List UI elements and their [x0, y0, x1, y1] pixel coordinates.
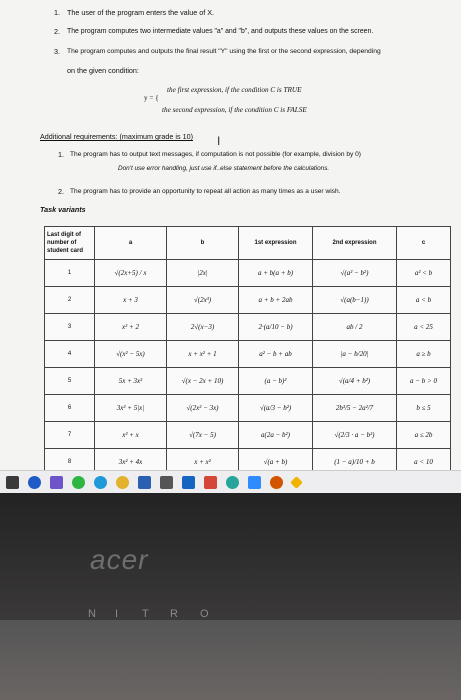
req1-note: Don't use error handling, just use if..else statement before the calculations.: [118, 165, 330, 172]
table-row: [45, 368, 451, 395]
table-cell: 7: [45, 422, 95, 449]
table-cell: a < 10: [397, 449, 451, 476]
table-cell: a ≥ b: [397, 341, 451, 368]
table-cell: 3x² + 4x: [95, 449, 167, 476]
table-cell: √(x − 2x + 10): [167, 368, 239, 395]
table-cell: 2√(x−3): [167, 314, 239, 341]
table-cell: √(2x² − 3x): [167, 395, 239, 422]
table-cell: b ≤ 5: [397, 395, 451, 422]
series-letter: R: [170, 608, 178, 620]
table-cell: √(a/4 + b²): [313, 368, 397, 395]
table-row: [45, 422, 451, 449]
series-letter: T: [142, 608, 149, 620]
table-row: [45, 287, 451, 314]
req2-number: 2.: [58, 187, 64, 196]
table-cell: x + x²: [167, 449, 239, 476]
table-cell: (1 − a)/10 + b: [313, 449, 397, 476]
table-cell: √(x² − 5x): [95, 341, 167, 368]
table-cell: 2: [45, 287, 95, 314]
task-variants-table: [44, 226, 451, 487]
table-cell: a² < b: [397, 260, 451, 287]
table-cell: √(2x³): [167, 287, 239, 314]
y-label: y = {: [144, 94, 159, 102]
table-cell: a(2a − b²): [239, 422, 313, 449]
table-cell: 2b³/5 − 2a²/7: [313, 395, 397, 422]
item1-number: 1.: [54, 8, 60, 17]
item1-text: The user of the program enters the value of X.: [67, 8, 215, 17]
table-cell: a < 25: [397, 314, 451, 341]
whatsapp-icon[interactable]: [72, 476, 85, 489]
table-cell: (a − b)²: [239, 368, 313, 395]
item3-number: 3.: [54, 47, 60, 56]
table-cell: 6: [45, 395, 95, 422]
series-letter: N: [88, 608, 96, 620]
settings-icon[interactable]: [290, 476, 303, 489]
camera-icon[interactable]: [160, 476, 173, 489]
formula-false: the second expression, if the condition C is FALSE: [162, 106, 307, 114]
brand-logo: acer: [90, 544, 149, 575]
series-letter: O: [200, 608, 209, 620]
item2-number: 2.: [54, 27, 60, 36]
req1-number: 1.: [58, 150, 64, 159]
table-cell: 3x² + 5|x|: [95, 395, 167, 422]
taskbar: [0, 470, 461, 493]
header-cell: a: [95, 227, 167, 260]
header-cell: c: [397, 227, 451, 260]
zoom-icon[interactable]: [248, 476, 261, 489]
item3-text: The program computes and outputs the final result "Y" using the first or the second expression, depending: [67, 48, 381, 55]
laptop-body: [0, 620, 461, 700]
text-cursor-icon: I: [217, 134, 221, 148]
table-row: [45, 341, 451, 368]
table-cell: x + 3: [95, 287, 167, 314]
table-row: [45, 314, 451, 341]
mail-icon[interactable]: [182, 476, 195, 489]
table-cell: 1: [45, 260, 95, 287]
table-cell: 2·(a/10 − b): [239, 314, 313, 341]
chrome-icon[interactable]: [116, 476, 129, 489]
series-letter: I: [115, 608, 119, 620]
header-cell: 1st expression: [239, 227, 313, 260]
header-cell: 2nd expression: [313, 227, 397, 260]
table-cell: √(a/3 − b²): [239, 395, 313, 422]
office-icon[interactable]: [270, 476, 283, 489]
table-cell: 4: [45, 341, 95, 368]
table-row: [45, 395, 451, 422]
table-cell: 3: [45, 314, 95, 341]
table-cell: a ≤ 2b: [397, 422, 451, 449]
table-cell: a + b + 2ab: [239, 287, 313, 314]
table-cell: a − b > 0: [397, 368, 451, 395]
item3-text-cont: on the given condition:: [67, 66, 139, 75]
media-icon[interactable]: [28, 476, 41, 489]
item2-text: The program computes two intermediate values "a" and "b", and outputs these values on the screen.: [67, 28, 374, 35]
table-cell: ab / 2: [313, 314, 397, 341]
task-variants-heading: Task variants: [40, 205, 86, 214]
files-icon[interactable]: [50, 476, 63, 489]
table-cell: |2x|: [167, 260, 239, 287]
table-cell: √(a(b−1)): [313, 287, 397, 314]
table-cell: √(2x+5) / x: [95, 260, 167, 287]
start-icon[interactable]: [6, 476, 19, 489]
table-cell: |a − b/20|: [313, 341, 397, 368]
formula-true: the first expression, if the condition C is TRUE: [167, 86, 302, 94]
store-icon[interactable]: [138, 476, 151, 489]
table-cell: 8: [45, 449, 95, 476]
table-cell: √(a + b): [239, 449, 313, 476]
table-row: [45, 260, 451, 287]
table-header-row: [45, 227, 451, 260]
req2-text: The program has to provide an opportunity to repeat all action as many times as a user wish.: [70, 188, 341, 195]
table-cell: a² − b + ab: [239, 341, 313, 368]
table-cell: √(7x − 5): [167, 422, 239, 449]
edge-icon[interactable]: [94, 476, 107, 489]
photos-icon[interactable]: [204, 476, 217, 489]
table-cell: √(a² − b²): [313, 260, 397, 287]
phone-icon[interactable]: [226, 476, 239, 489]
req1-text: The program has to output text messages, if computation is not possible (for example, division by 0): [70, 151, 362, 158]
table-cell: 5: [45, 368, 95, 395]
additional-requirements-heading: Additional requirements: (maximum grade is 10): [40, 132, 193, 141]
table-cell: x² + x: [95, 422, 167, 449]
table-cell: a + b(a + b): [239, 260, 313, 287]
table-cell: √(2/3 · a − b²): [313, 422, 397, 449]
header-cell: Last digit of number of student card: [45, 227, 95, 260]
header-cell: b: [167, 227, 239, 260]
table-cell: x + x² + 1: [167, 341, 239, 368]
table-cell: x² + 2: [95, 314, 167, 341]
table-cell: a < b: [397, 287, 451, 314]
table-cell: 5x + 3x²: [95, 368, 167, 395]
